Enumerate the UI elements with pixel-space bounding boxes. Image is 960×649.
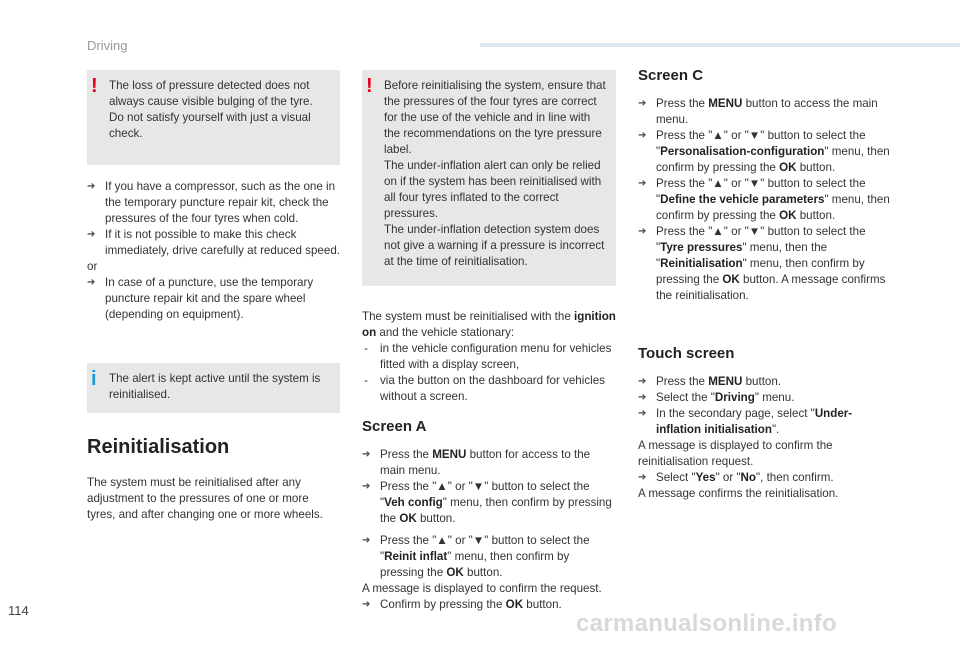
info-icon: i	[91, 368, 97, 390]
list-item: - in the vehicle configuration menu for vehicles fitted with a display screen,	[362, 341, 616, 373]
step-arrow-icon: ➔	[638, 408, 647, 419]
screen-c-heading: Screen C	[638, 67, 704, 84]
screen-a-heading: Screen A	[362, 418, 427, 435]
reinitialisation-body: The system must be reinitialised after any adjustment to the pressures of one or more tyres, and after changing one or more wheels.	[87, 476, 323, 521]
step-arrow-icon: ➔	[638, 472, 647, 483]
warning-note-text: The loss of pressure detected does not always cause visible bulging of the tyre. Do not satisfy yourself with just a visual check.	[109, 79, 313, 140]
step-arrow-icon: ➔	[638, 376, 647, 387]
list-item: ➔ In the secondary page, select "Under-inflation initialisation".	[638, 407, 853, 436]
step-arrow-icon: ➔	[362, 481, 371, 492]
check-steps	[87, 179, 340, 259]
step-arrow-icon: ➔	[362, 449, 371, 460]
section-title: Driving	[87, 38, 128, 53]
list-item: ➔ Select "Yes" or "No", then confirm.	[638, 471, 834, 484]
screen-c-steps	[638, 96, 890, 304]
puncture-steps	[87, 275, 340, 323]
info-note-text: The alert is kept active until the system is reinitialised.	[109, 372, 321, 401]
screen-a-message: A message is displayed to confirm the request.	[362, 582, 602, 595]
step-arrow-icon: ➔	[638, 130, 647, 141]
screen-a-steps	[362, 447, 616, 581]
list-item: ➔ Select the "Driving" menu.	[638, 391, 795, 404]
left-column	[87, 70, 340, 523]
step-arrow-icon: ➔	[638, 178, 647, 189]
list-item: ➔ Press the MENU button to access the main menu.	[638, 97, 878, 126]
header-bar	[480, 43, 960, 47]
reinit-warning-note	[362, 70, 616, 286]
list-item: - via the button on the dashboard for vehicles without a screen.	[362, 373, 616, 405]
reinitialisation-heading: Reinitialisation	[87, 436, 230, 458]
touch-screen-steps	[638, 374, 890, 438]
list-item: ➔ Press the "▲" or "▼" button to select the "Tyre pressures" menu, then the "Reinitialisation" menu, then confirm by pressing the OK button. A message confirms the reinitialisation.	[638, 225, 886, 302]
middle-column	[362, 70, 616, 613]
list-item: ➔ Press the "▲" or "▼" button to select the "Define the vehicle parameters" menu, then confirm by pressing the OK button.	[638, 177, 890, 222]
right-column	[638, 66, 890, 502]
reinit-warning-text: Before reinitialising the system, ensure that the pressures of the four tyres are correct for the use of the vehicle and in line with the recommendations on the tyre pressure label. The under-inflation alert can only be relied on if the system has been reinitialised with all four tyres inflated to the correct pressures. The under-inflation detection system does not give a warning if a pressure is incorrect at the time of reinitialisation.	[384, 79, 606, 268]
step-arrow-icon: ➔	[638, 98, 647, 109]
step-arrow-icon: ➔	[87, 229, 96, 240]
watermark: carmanualsonline.info	[576, 610, 838, 637]
step-arrow-icon: ➔	[87, 277, 96, 288]
reinit-methods	[362, 341, 616, 405]
list-item: ➔ In case of a puncture, use the temporary puncture repair kit and the spare wheel (depending on equipment).	[87, 276, 314, 321]
warning-icon: !	[91, 75, 98, 97]
step-arrow-icon: ➔	[638, 392, 647, 403]
list-item: ➔ If you have a compressor, such as the one in the temporary puncture repair kit, check the pressures of the four tyres when cold.	[87, 180, 336, 225]
reinit-intro: The system must be reinitialised with the ignition on and the vehicle stationary:	[362, 310, 616, 339]
list-item: ➔ If it is not possible to make this check immediately, drive carefully at reduced speed.	[87, 228, 340, 257]
info-note	[87, 363, 340, 413]
or-text: or	[87, 260, 98, 273]
step-arrow-icon: ➔	[362, 535, 371, 546]
touch-confirm-step	[638, 470, 890, 486]
step-arrow-icon: ➔	[87, 181, 96, 192]
page-number: 114	[8, 603, 29, 618]
list-item: ➔ Press the MENU button for access to the main menu.	[362, 448, 591, 477]
warning-note	[87, 70, 340, 165]
list-item: ➔ Press the "▲" or "▼" button to select the "Reinit inflat" menu, then confirm by pressing the OK button.	[362, 534, 590, 579]
list-item: ➔ Press the MENU button.	[638, 375, 782, 388]
list-item: ➔ Press the "▲" or "▼" button to select the "Veh config" menu, then confirm by pressing the OK button.	[362, 480, 612, 525]
touch-screen-heading: Touch screen	[638, 345, 735, 362]
step-arrow-icon: ➔	[638, 226, 647, 237]
touch-message-2: A message confirms the reinitialisation.	[638, 487, 839, 500]
warning-icon: !	[366, 75, 373, 97]
touch-message-1: A message is displayed to confirm the reinitialisation request.	[638, 439, 833, 468]
step-arrow-icon: ➔	[362, 599, 371, 610]
list-item: ➔ Confirm by pressing the OK button.	[362, 598, 562, 611]
list-item: ➔ Press the "▲" or "▼" button to select the "Personalisation-configuration" menu, then confirm by pressing the OK button.	[638, 129, 890, 174]
